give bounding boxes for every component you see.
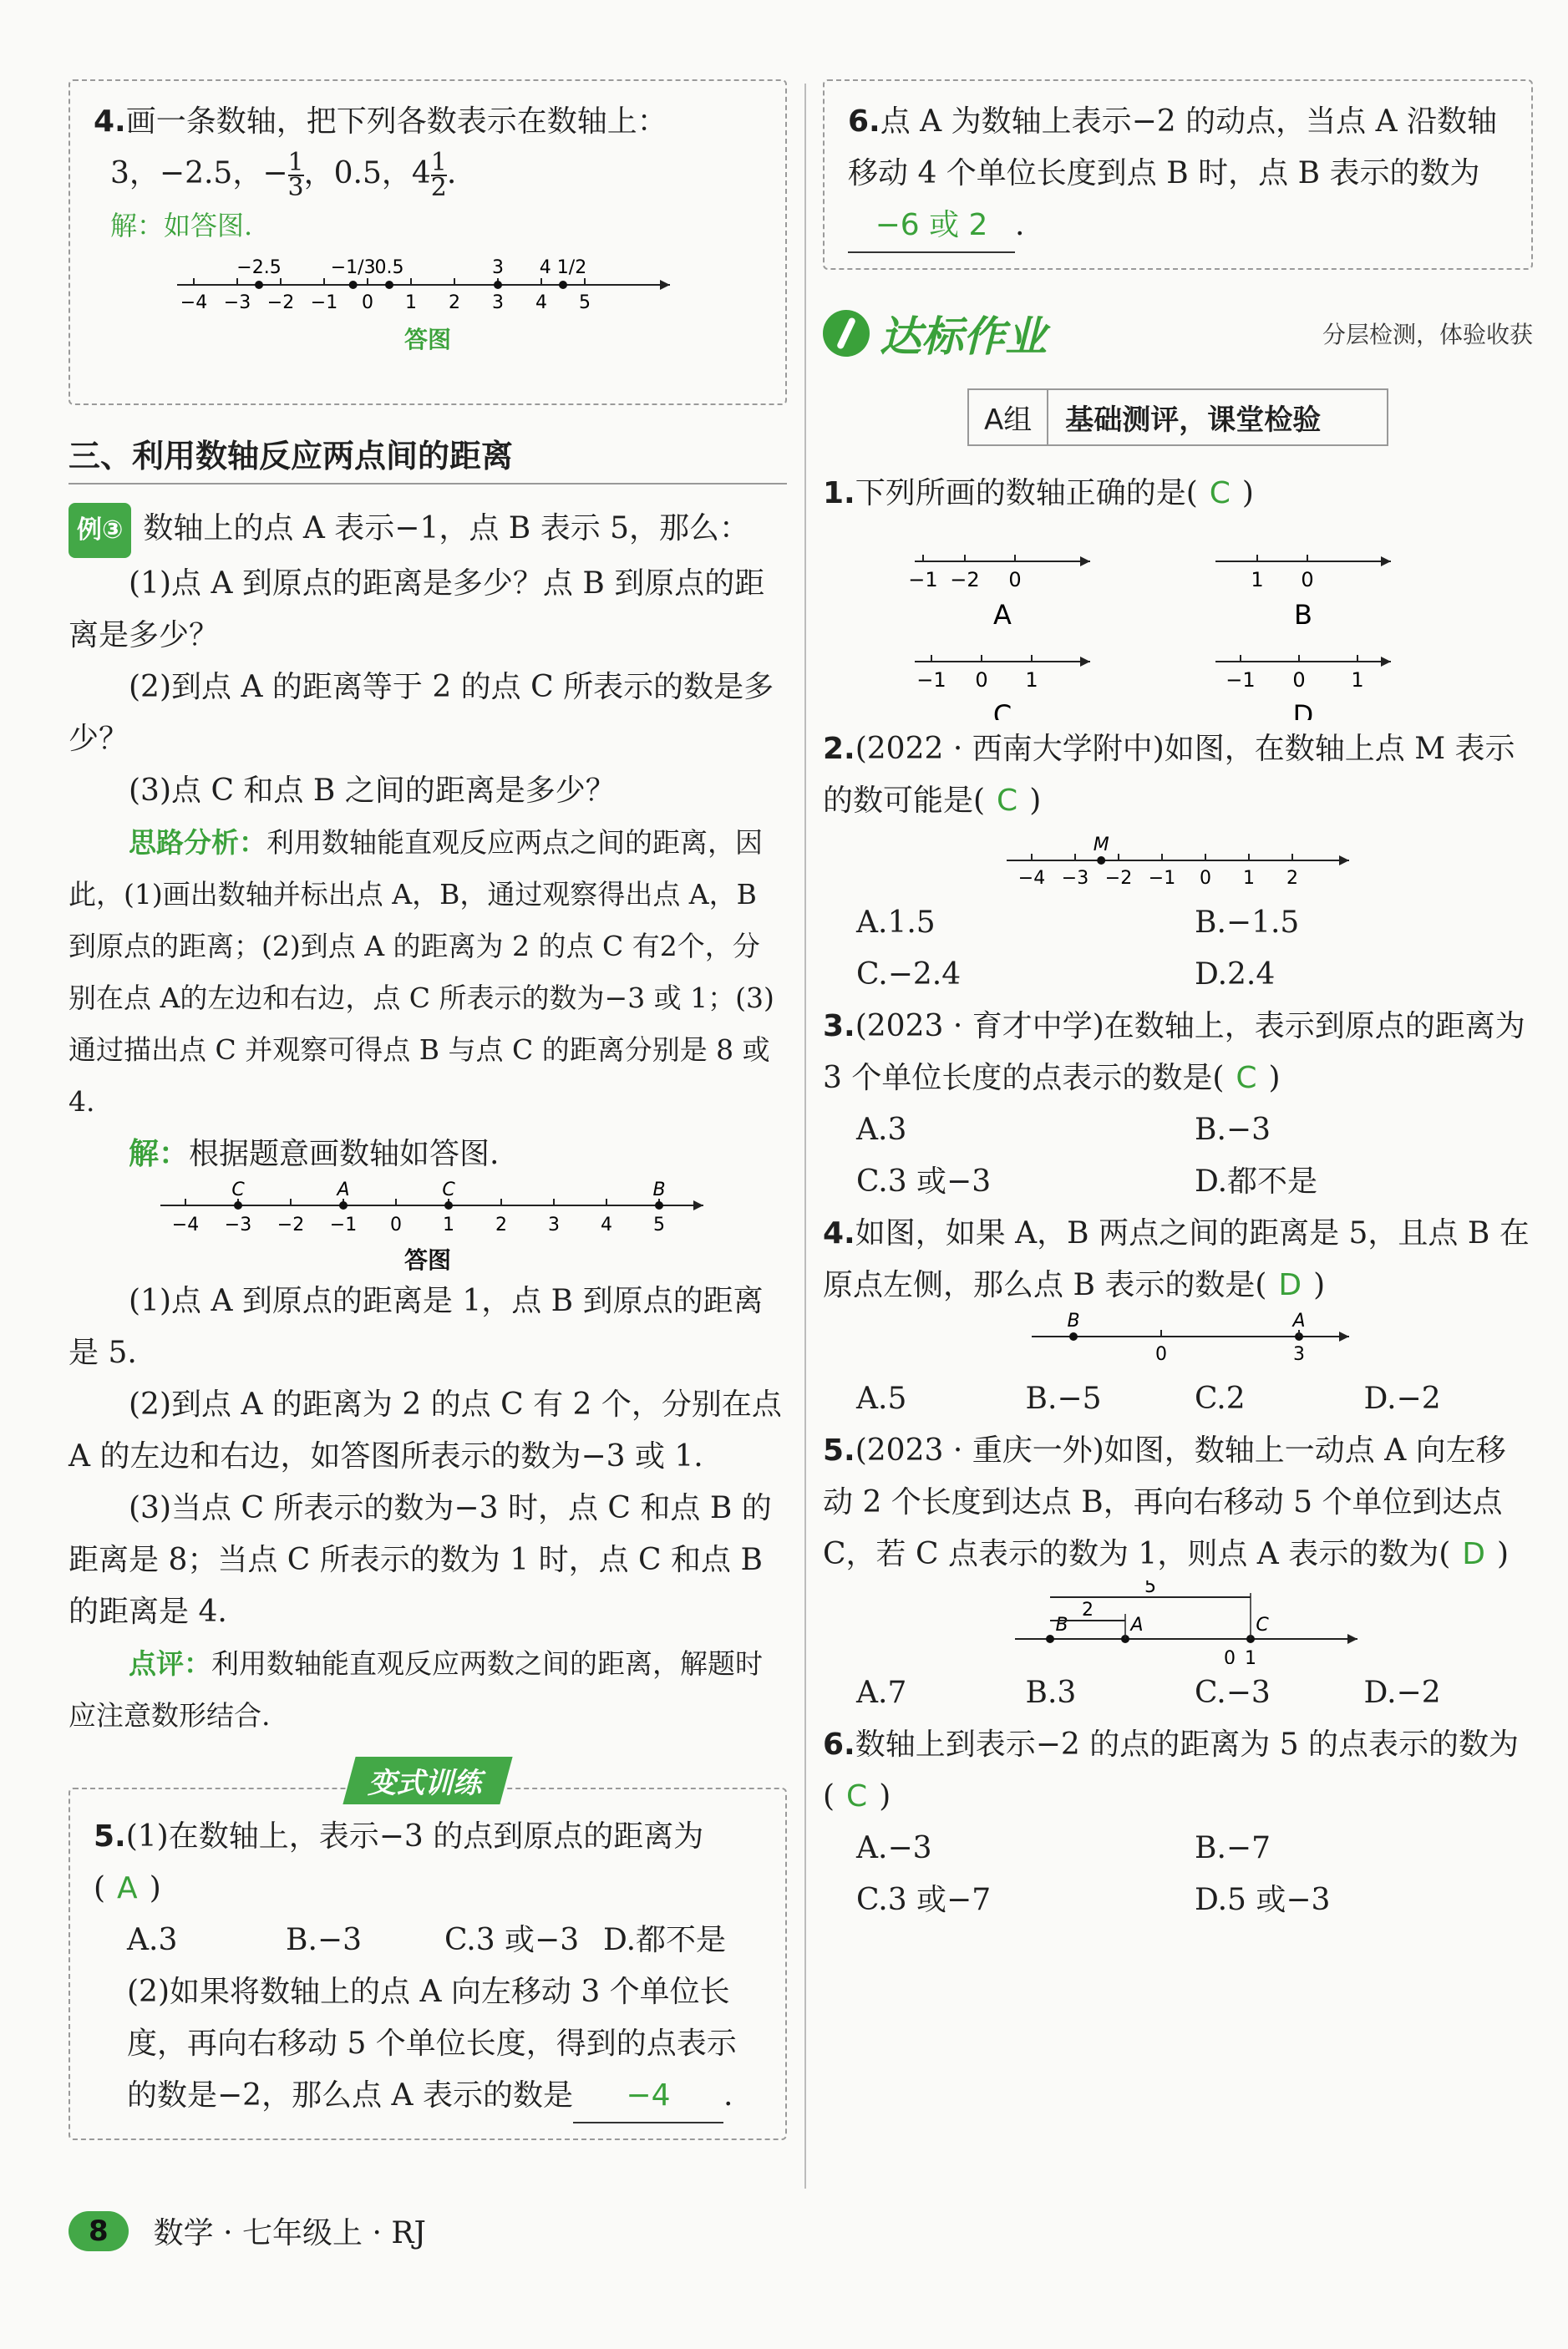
r-q5-text: (2023 · 重庆一外)如图，数轴上一动点 A 向左移动 2 个长度到达点 B，再向右移动 5 个单位到达点 C，若 C 点表示的数为 1，则点 A 表示的数为( (823, 1433, 1506, 1571)
tick-label: 5 (653, 1215, 665, 1235)
q4-box (69, 79, 787, 405)
variant-p1: (1)在数轴上，表示−3 的点到原点的距离为( (94, 1819, 704, 1905)
right-column: 6.点 A 为数轴上表示−2 的动点，当点 A 沿数轴移动 4 个单位长度到点 B 时，点 B 表示的数为−6 或 2 . 达标作业 分层检测，体验收获 A组 基础测评，课堂检验 1.下列所画的数轴正确的是( C ) −1 −2 0 A 1 0 B −1 0 1 C −1 0 1 D 2.(2022 · 西南大学附中)如图，在数轴上点 M 表示的数可能是( C ) −4 −3 −2 −1 0 1 2 M A.1.5 B.−1.5 C.−2.4 D.2.4 3.(2023 · 育才中学)在数轴上，表示到原点的距离为 3 个单位长度的点表示的数是( C ) A.3 B.−3 C.3 或−3 D.都不是 4.如图，如果 A，B 两点之间的距离是 5，且点 B 在原点左侧，那么点 B 表示的数是( D ) B A 0 3 A.5 B.−5 C.2 D.−2 5.(2023 · 重庆一外)如图，数轴上一动点 A 向左移动 2 个长度到达点 B，再向右移动 5 个单位到达点 C，若 C 点表示的数为 1，则点 A 表示的数为( D ) B A C 0 1 5 2 A.7 B.3 C.−3 D.−2 6.数轴上到表示−2 的点的距离为 5 的点表示的数为( C ) A.−3 B.−7 C.3 或−7 D.5 或−3 (823, 79, 1533, 1926)
tick-label: 5 (579, 292, 591, 313)
axis-arrow (1339, 1332, 1349, 1342)
r-q1-text: 下列所画的数轴正确的是( (855, 476, 1198, 510)
axis-arrow (1080, 657, 1090, 667)
variant-title: 变式训练 (343, 1757, 512, 1804)
option-b: B.−3 (286, 1923, 362, 1957)
option-d: D.−2 (1363, 1382, 1441, 1416)
point (655, 1201, 663, 1210)
axis-arrow (1347, 1634, 1357, 1644)
analysis-text: 利用数轴能直观反应两点之间的距离，因此，(1)画出数轴并标出点 A，B，通过观察得出点 A，B 到原点的距离；(2)到点 A 的距离为 2 的点 C 有2个，分别在点 A的左边和右边，点 C 所表示的数为−3 或 1；(3)通过描出点 C 并观察可得点 B 与点 C 的距离分别是 8 或 4. (69, 826, 774, 1118)
tick-label: 1 (1243, 868, 1255, 889)
option-d: D.−2 (1363, 1676, 1441, 1710)
point (559, 281, 567, 289)
r-q4-number: 4. (823, 1216, 855, 1251)
point-label: 0.5 (374, 257, 404, 278)
option-c: C.−3 (1195, 1676, 1271, 1710)
r-q4-text: 如图，如果 A，B 两点之间的距离是 5，且点 B 在原点左侧，那么点 B 表示的数是( (823, 1216, 1530, 1302)
variant-p1-answer: A (117, 1871, 138, 1905)
q4-caption: 答图 (403, 326, 451, 353)
column-divider (804, 84, 806, 2189)
r-q4-options (823, 1373, 1533, 1425)
segment-label: 2 (1082, 1600, 1094, 1621)
r-q2-answer: C (997, 784, 1018, 818)
point-label: C (442, 1180, 455, 1200)
tick-label: −1 (908, 568, 938, 591)
point (234, 1201, 242, 1210)
solution-intro: 根据题意画数轴如答图. (189, 1137, 500, 1171)
left-column (69, 79, 787, 2140)
tick-label: 4 (535, 292, 547, 313)
axis-arrow (660, 280, 670, 290)
option-c: C.−2.4 (856, 957, 962, 992)
variant-p2-answer: −4 (573, 2070, 723, 2123)
answer-1: (1)点 A 到原点的距离是 1，点 B 到原点的距离是 5. (69, 1284, 764, 1370)
tick-label: −1 (916, 668, 946, 692)
axis-arrow (1381, 556, 1391, 566)
tick-label: 0 (1224, 1648, 1236, 1664)
q6-text: 点 A 为数轴上表示−2 的动点，当点 A 沿数轴移动 4 个单位长度到点 B 时，点 B 表示的数为 (848, 104, 1498, 190)
example-number-line (69, 1180, 787, 1239)
point-label: 4 1/2 (539, 257, 587, 278)
tick-label: −1 (329, 1215, 358, 1235)
answer-2: (2)到点 A 的距离为 2 的点 C 有 2 个，分别在点 A 的左边和右边，如答图所表示的数为−3 或 1. (69, 1388, 782, 1474)
tick-label: 2 (449, 292, 460, 313)
solution-label: 解： (129, 1136, 190, 1171)
r-q1-answer: C (1209, 476, 1231, 510)
q4-number: 4. (94, 104, 126, 139)
tick-label: −3 (223, 292, 251, 313)
point-label: A (337, 1180, 350, 1200)
option-c: C.3 或−3 (856, 1164, 992, 1199)
r-q1-figure (823, 520, 1533, 720)
footer (69, 2209, 426, 2252)
point-label: B (652, 1180, 666, 1200)
banner (823, 303, 1533, 363)
tick-label: −3 (1061, 868, 1089, 889)
tick-label: 1 (443, 1215, 454, 1235)
tick-label: −2 (950, 568, 980, 591)
tick-label: 0 (1008, 568, 1022, 591)
option-a: A.1.5 (856, 906, 936, 940)
tick-label: 3 (1293, 1344, 1305, 1365)
example-q3: (3)点 C 和点 B 之间的距离是多少？ (129, 774, 616, 808)
point (255, 281, 263, 289)
option-a: A.3 (856, 1113, 907, 1147)
point (444, 1201, 453, 1210)
tick-label: 1 (1025, 668, 1038, 692)
tick-label: 1 (1245, 1648, 1256, 1664)
option-b: B.−5 (1025, 1382, 1102, 1416)
tick-label: −2 (277, 1215, 305, 1235)
tick-label: 3 (548, 1215, 560, 1235)
r-q5-figure (823, 1580, 1533, 1664)
q6-answer: −6 或 2 (848, 200, 1015, 253)
r-q6-text: 数轴上到表示−2 的点的距离为 5 的点表示的数为( (823, 1728, 1520, 1814)
tick-label: −4 (1017, 868, 1046, 889)
point-label: −2.5 (236, 257, 282, 278)
banner-title: 达标作业 (880, 312, 1047, 361)
point (1046, 1635, 1054, 1643)
r-q3-options (823, 1104, 1533, 1208)
tick-label: 0 (390, 1215, 402, 1235)
tick-label: −1 (310, 292, 338, 313)
point-label: A (1130, 1615, 1144, 1636)
group-title: 基础测评，课堂检验 (1065, 403, 1322, 437)
option-b: B.−1.5 (1195, 906, 1300, 940)
tick-label: 3 (492, 292, 504, 313)
option-d: D.都不是 (1195, 1164, 1318, 1199)
option-a: A.7 (856, 1676, 907, 1710)
variant-options (94, 1915, 762, 1966)
tick-label: 1 (405, 292, 417, 313)
example-caption: 答图 (403, 1246, 451, 1274)
tick-label: 0 (362, 292, 373, 313)
tick-label: −4 (180, 292, 208, 313)
r-q3-answer: C (1236, 1061, 1257, 1095)
r-q3-text: (2023 · 育才中学)在数轴上，表示到原点的距离为 3 个单位长度的点表示的数是( (823, 1009, 1525, 1095)
option-d: D.2.4 (1195, 957, 1276, 992)
r-q6-number: 6. (823, 1728, 855, 1762)
tick-label: 0 (975, 668, 988, 692)
option-a: A.5 (856, 1382, 907, 1416)
point (339, 1201, 348, 1210)
tick-label: −4 (171, 1215, 200, 1235)
tick-label: 0 (1301, 568, 1314, 591)
axis-arrow (1339, 855, 1349, 865)
r-q2-number: 2. (823, 732, 855, 766)
r-q3-number: 3. (823, 1009, 855, 1043)
q6-number: 6. (848, 104, 880, 139)
section-title: 三、利用数轴反应两点间的距离 (69, 430, 787, 485)
variant-number: 5. (94, 1819, 126, 1854)
figure-label: B (1294, 599, 1312, 631)
tick-label: 0 (1292, 668, 1306, 692)
point (1097, 856, 1105, 865)
figure-label: C (992, 699, 1012, 720)
group-header (967, 388, 1388, 446)
tick-label: 0 (1155, 1344, 1167, 1365)
point-label: −1/3 (330, 257, 376, 278)
q4-text: 画一条数轴，把下列各数表示在数轴上： (125, 104, 667, 139)
r-q2-figure (823, 827, 1533, 894)
option-c: C.3 或−3 (444, 1923, 580, 1957)
option-d: D.都不是 (603, 1923, 727, 1957)
page-number: 8 (69, 2211, 129, 2251)
option-a: A.3 (127, 1923, 178, 1957)
analysis-label: 思路分析： (129, 826, 266, 859)
option-b: B.3 (1025, 1676, 1077, 1710)
tick-label: 0 (1200, 868, 1211, 889)
q4-number-line (94, 251, 762, 318)
group-label: A组 (969, 390, 1048, 444)
axis-arrow (1080, 556, 1090, 566)
tick-label: 2 (1286, 868, 1298, 889)
tick-label: −2 (266, 292, 295, 313)
r-q4-figure (823, 1311, 1533, 1370)
variant-p2: (2)如果将数轴上的点 A 向左移动 3 个单位长度，再向右移动 5 个单位长度，得到的点表示的数是−2，那么点 A 表示的数是 (127, 1975, 737, 2113)
q4-numbers: 3，−2.5，− $\frac{1}{3}$ ，0.5，4 $\frac{1}{2}$ . (110, 148, 457, 202)
example-q2: (2)到点 A 的距离等于 2 的点 C 所表示的数是多少？ (69, 670, 774, 756)
r-q1-number: 1. (823, 476, 855, 510)
option-d: D.5 或−3 (1195, 1883, 1331, 1917)
tick-label: 2 (495, 1215, 507, 1235)
r-q6-options (823, 1823, 1533, 1926)
axis-arrow (693, 1200, 703, 1210)
point-label: M (1093, 835, 1109, 855)
point-label: C (1256, 1615, 1269, 1636)
option-b: B.−3 (1195, 1113, 1271, 1147)
point (1069, 1332, 1078, 1341)
example-q1: (1)点 A 到原点的距离是多少？点 B 到原点的距离是多少？ (69, 566, 765, 652)
r-q4-answer: D (1278, 1268, 1302, 1302)
figure-label: A (993, 599, 1012, 631)
tick-label: −1 (1225, 668, 1256, 692)
axis-arrow (1381, 657, 1391, 667)
option-a: A.−3 (856, 1831, 932, 1865)
comment-text: 利用数轴能直观反应两数之间的距离，解题时应注意数形结合. (69, 1647, 763, 1732)
q6-box: 6.点 A 为数轴上表示−2 的动点，当点 A 沿数轴移动 4 个单位长度到点 B 时，点 B 表示的数为−6 或 2 . (823, 79, 1533, 270)
r-q2-options (823, 897, 1533, 1001)
segment-label: 5 (1144, 1580, 1156, 1597)
tick-label: −3 (224, 1215, 252, 1235)
r-q5-options (823, 1667, 1533, 1719)
example-tag: 例③ (69, 503, 131, 558)
variant-box: 5.(1)在数轴上，表示−3 的点到原点的距离为( A ) A.3 B.−3 C.3 或−3 D.都不是 (2)如果将数轴上的点 A 向左移动 3 个单位长度，再向右移动 5 个单位长度，得到的点表示的数是−2，那么点 A 表示的数是 −4 . (69, 1788, 787, 2140)
point-label: 3 (492, 257, 504, 278)
r-q5-number: 5. (823, 1433, 855, 1468)
q4-solution: 解：如答图. (110, 210, 253, 241)
tick-label: −2 (1104, 868, 1133, 889)
point (349, 281, 358, 289)
tick-label: 4 (601, 1215, 612, 1235)
leaf-icon (823, 310, 870, 357)
option-c: C.3 或−7 (856, 1883, 992, 1917)
footer-text: 数学 · 七年级上 · RJ (153, 2216, 426, 2250)
r-q6-answer: C (846, 1779, 868, 1814)
point-label: C (231, 1180, 245, 1200)
point-label: B (1055, 1615, 1068, 1636)
point-label: A (1292, 1311, 1306, 1332)
comment-label: 点评： (129, 1647, 211, 1680)
answer-3: (3)当点 C 所表示的数为−3 时，点 C 和点 B 的距离是 8；当点 C 所表示的数为 1 时，点 C 和点 B 的距离是 4. (69, 1491, 772, 1629)
figure-label: D (1292, 699, 1314, 720)
option-c: C.2 (1195, 1382, 1246, 1416)
r-q5-answer: D (1462, 1537, 1485, 1571)
r-q2-text: (2022 · 西南大学附中)如图，在数轴上点 M 表示的数可能是( (823, 732, 1515, 818)
banner-subtitle: 分层检测，体验收获 (1322, 321, 1533, 348)
example-stem: 数轴上的点 A 表示−1，点 B 表示 5，那么： (143, 511, 750, 545)
tick-label: 1 (1251, 568, 1264, 591)
tick-label: 1 (1351, 668, 1364, 692)
tick-label: −1 (1148, 868, 1176, 889)
point (494, 281, 502, 289)
point (385, 281, 393, 289)
option-b: B.−7 (1195, 1831, 1271, 1865)
point-label: B (1067, 1311, 1080, 1332)
